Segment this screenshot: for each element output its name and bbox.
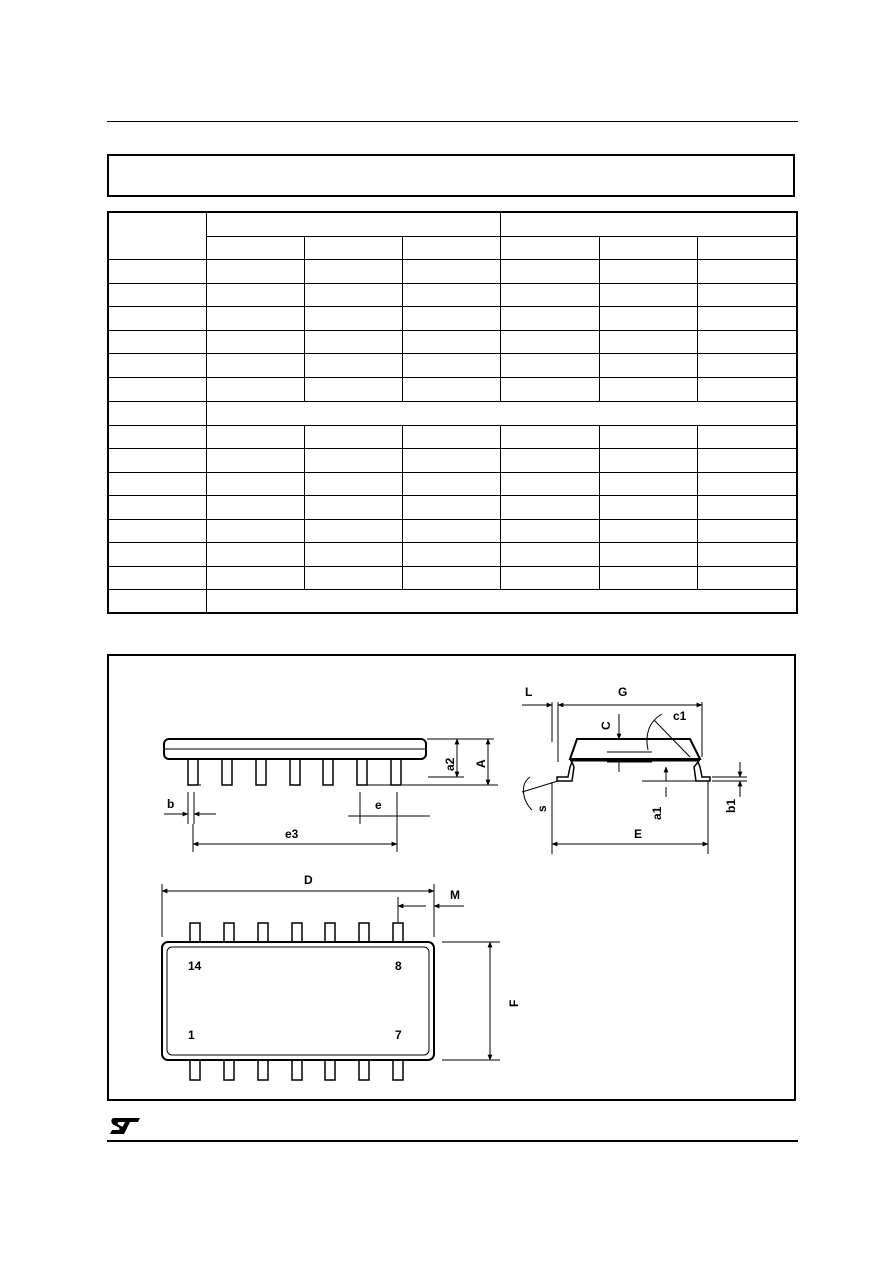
table-row	[108, 283, 797, 306]
header-cell	[402, 236, 500, 259]
header-cell	[500, 236, 599, 259]
table-cell	[697, 330, 797, 353]
table-cell	[304, 259, 402, 283]
table-cell	[500, 472, 599, 495]
table-cell	[500, 283, 599, 306]
table-row	[108, 259, 797, 283]
header-cell	[599, 236, 697, 259]
table-cell	[108, 377, 206, 401]
table-title-box	[107, 154, 795, 197]
table-row	[108, 425, 797, 448]
table-cell	[206, 448, 304, 472]
table-cell	[108, 306, 206, 330]
table-cell	[500, 425, 599, 448]
pin-label-14: 14	[188, 959, 202, 973]
table-cell	[697, 519, 797, 542]
label-s: s	[535, 805, 549, 812]
table-cell	[500, 519, 599, 542]
header-cell	[206, 212, 500, 236]
table-cell	[206, 306, 304, 330]
table-cell	[304, 330, 402, 353]
table-cell	[599, 330, 697, 353]
label-b: b	[167, 797, 175, 811]
table-cell	[304, 425, 402, 448]
label-G: G	[618, 685, 628, 699]
table-cell	[206, 425, 304, 448]
table-cell	[108, 495, 206, 519]
package-drawing-box	[107, 654, 796, 1101]
label-E: E	[634, 827, 643, 841]
table-cell	[599, 519, 697, 542]
table-cell	[304, 542, 402, 566]
table-cell	[697, 448, 797, 472]
label-A: A	[474, 759, 488, 768]
table-cell	[599, 377, 697, 401]
table-cell	[500, 566, 599, 589]
table-row	[108, 542, 797, 566]
table-cell	[206, 283, 304, 306]
st-logo	[108, 1116, 142, 1136]
table-cell	[599, 495, 697, 519]
table-cell	[599, 542, 697, 566]
table-cell	[697, 283, 797, 306]
bottom-rule	[107, 1140, 798, 1142]
table-cell-span	[206, 589, 797, 613]
table-cell	[500, 448, 599, 472]
table-cell	[304, 566, 402, 589]
header-cell	[304, 236, 402, 259]
table-cell-span	[206, 401, 797, 425]
table-cell	[697, 259, 797, 283]
table-cell	[206, 566, 304, 589]
table-row-spanned	[108, 401, 797, 425]
table-cell	[108, 259, 206, 283]
table-cell	[500, 306, 599, 330]
table-cell	[206, 519, 304, 542]
header-cell	[697, 236, 797, 259]
table-cell	[108, 448, 206, 472]
table-row	[108, 566, 797, 589]
table-row	[108, 353, 797, 377]
table-row	[108, 495, 797, 519]
dimension-table	[107, 211, 798, 614]
header-cell	[108, 212, 206, 259]
table-cell	[108, 425, 206, 448]
table-cell	[402, 259, 500, 283]
table-row	[108, 377, 797, 401]
pin-label-1: 1	[188, 1028, 195, 1042]
table-cell	[402, 448, 500, 472]
table-cell	[402, 283, 500, 306]
table-cell	[206, 259, 304, 283]
table-cell	[599, 353, 697, 377]
table-cell	[304, 495, 402, 519]
table-cell	[108, 589, 206, 613]
top-rule	[107, 121, 798, 122]
table-cell	[304, 519, 402, 542]
table-cell	[304, 377, 402, 401]
table-cell	[206, 472, 304, 495]
label-a1: a1	[650, 806, 664, 820]
label-e: e	[375, 798, 382, 812]
table-cell	[304, 353, 402, 377]
label-C: C	[599, 721, 613, 730]
table-cell	[697, 425, 797, 448]
table-cell	[697, 472, 797, 495]
table-cell	[697, 377, 797, 401]
table-cell	[697, 353, 797, 377]
table-cell	[304, 306, 402, 330]
table-cell	[697, 542, 797, 566]
table-cell	[402, 377, 500, 401]
table-cell	[500, 353, 599, 377]
table-cell	[108, 542, 206, 566]
label-e3: e3	[285, 827, 299, 841]
label-a2: a2	[443, 757, 457, 771]
table-cell	[599, 259, 697, 283]
table-cell	[500, 377, 599, 401]
table-cell	[108, 519, 206, 542]
table-header-row	[108, 212, 797, 236]
table-cell	[108, 283, 206, 306]
pin-label-7: 7	[395, 1028, 402, 1042]
table-cell	[697, 306, 797, 330]
header-cell	[500, 212, 797, 236]
table-cell	[108, 472, 206, 495]
table-cell	[402, 472, 500, 495]
table-cell	[500, 330, 599, 353]
table-cell	[402, 495, 500, 519]
table-cell	[402, 519, 500, 542]
table-cell	[304, 448, 402, 472]
label-M: M	[450, 888, 460, 902]
package-drawing	[109, 656, 794, 1099]
label-L: L	[525, 685, 533, 699]
label-b1: b1	[724, 798, 738, 813]
label-D: D	[304, 873, 313, 887]
table-row	[108, 306, 797, 330]
table-cell	[108, 353, 206, 377]
table-cell	[206, 377, 304, 401]
table-row	[108, 448, 797, 472]
header-cell	[206, 236, 304, 259]
side-view	[164, 739, 498, 852]
side-view-pins	[188, 759, 401, 785]
table-cell	[206, 330, 304, 353]
table-cell	[402, 425, 500, 448]
table-cell	[599, 566, 697, 589]
table-row	[108, 330, 797, 353]
table-cell	[402, 306, 500, 330]
table-cell	[206, 495, 304, 519]
table-cell	[500, 495, 599, 519]
table-cell	[599, 472, 697, 495]
table-cell	[206, 353, 304, 377]
table-cell	[304, 283, 402, 306]
table-cell	[599, 306, 697, 330]
pin-label-8: 8	[395, 959, 402, 973]
table-cell	[402, 330, 500, 353]
label-c1: c1	[673, 709, 687, 723]
top-view-pins-bottom	[190, 1060, 403, 1080]
table-row-spanned	[108, 589, 797, 613]
table-cell	[206, 542, 304, 566]
table-cell	[599, 448, 697, 472]
table-cell	[500, 259, 599, 283]
table-cell	[108, 401, 206, 425]
table-cell	[108, 330, 206, 353]
table-cell	[500, 542, 599, 566]
table-row	[108, 472, 797, 495]
table-cell	[402, 566, 500, 589]
table-subheader-row	[108, 236, 797, 259]
label-F: F	[507, 999, 521, 1007]
table-row	[108, 519, 797, 542]
table-cell	[108, 566, 206, 589]
table-cell	[697, 566, 797, 589]
table-cell	[599, 425, 697, 448]
table-cell	[402, 353, 500, 377]
top-view-pins-top	[190, 923, 403, 942]
top-view	[162, 884, 500, 1080]
table-cell	[402, 542, 500, 566]
table-cell	[304, 472, 402, 495]
table-cell	[697, 495, 797, 519]
table-cell	[599, 283, 697, 306]
